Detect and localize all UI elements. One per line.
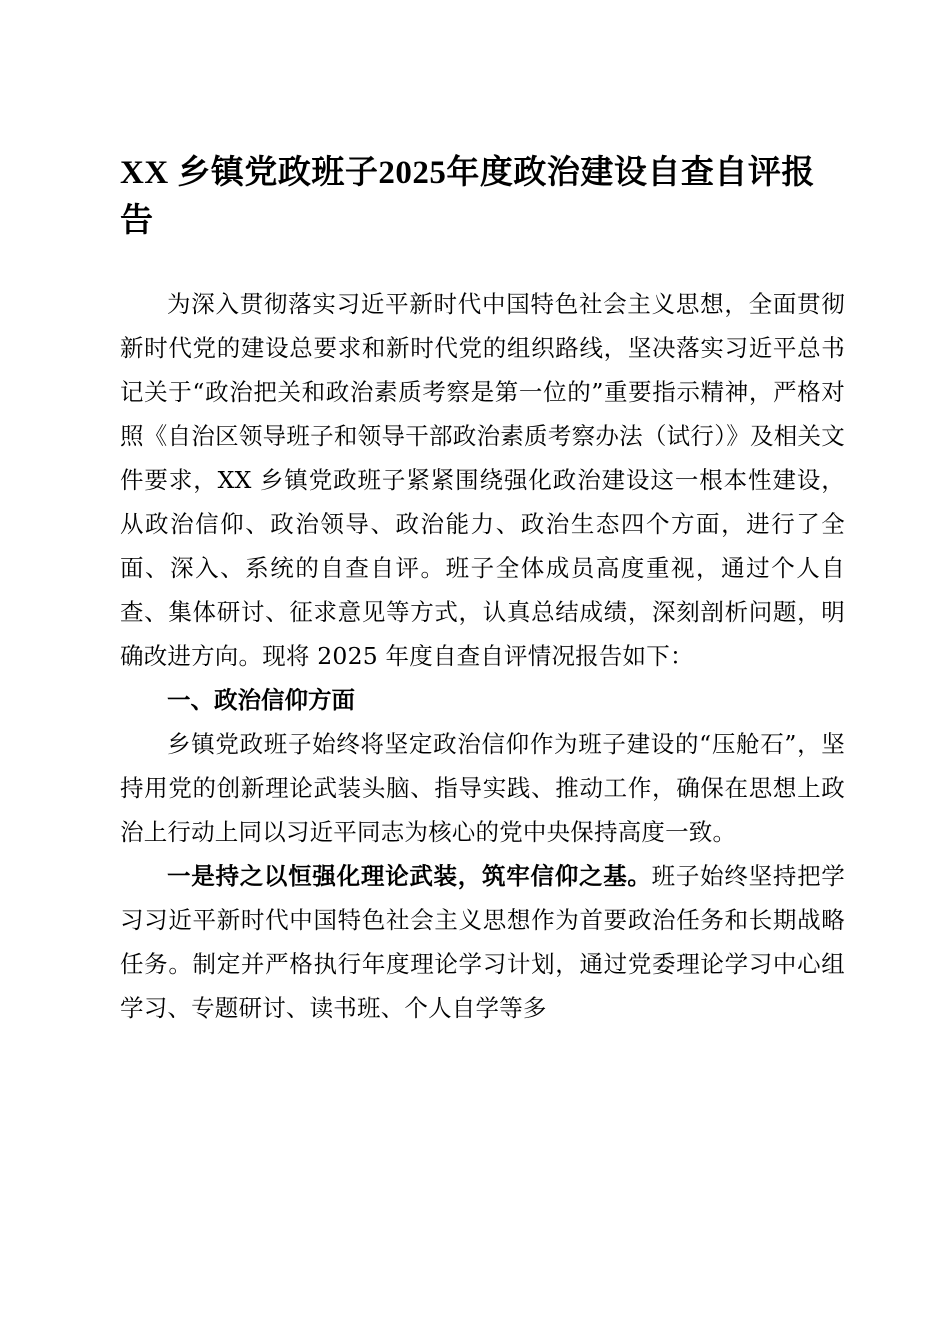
paragraph-body-text: 班子始终坚持把学习习近平新时代中国特色社会主义思想作为首要政治任务和长期战略任务。制定并严格执行年度理论学习计划，通过党委理论学习中心组学习、专题研讨、读书班、个人自学等多 xyxy=(120,861,846,1022)
paragraph-section1-body: 乡镇党政班子始终将坚定政治信仰作为班子建设的“压舱石”，坚持用党的创新理论武装头脑、指导实践、推动工作，确保在思想上政治上行动上同以习近平同志为核心的党中央保持高度一致。 xyxy=(120,729,845,846)
page-title: XX 乡镇党政班子2025年度政治建设自查自评报告 xyxy=(120,155,815,239)
paragraph-intro: 为深入贯彻落实习近平新时代中国特色社会主义思想，全面贯彻新时代党的建设总要求和新时代党的组织路线，坚决落实习近平总书记关于“政治把关和政治素质考察是第一位的”重要指示精神，严格对照《自治区领导班子和领导干部政治素质考察办法（试行）》及相关文件要求，XX 乡镇党政班子紧紧围绕强化政治建设这一根本性建设，从政治信仰、政治领导、政治能力、政治生态四个方面，进行了全面、深入、系统的自查自评。班子全体成员高度重视，通过个人自查、集体研讨、征求意见等方式，认真总结成绩，深刻剖析问题，明确改进方向。现将 2025 年度自查自评情况报告如下： xyxy=(120,289,845,670)
section-heading-political-faith: 一、政治信仰方面 xyxy=(167,685,355,714)
paragraph-lead-text: 一是持之以恒强化理论武装，筑牢信仰之基。 xyxy=(167,861,652,890)
paragraph-section1-point1 xyxy=(120,854,845,1030)
